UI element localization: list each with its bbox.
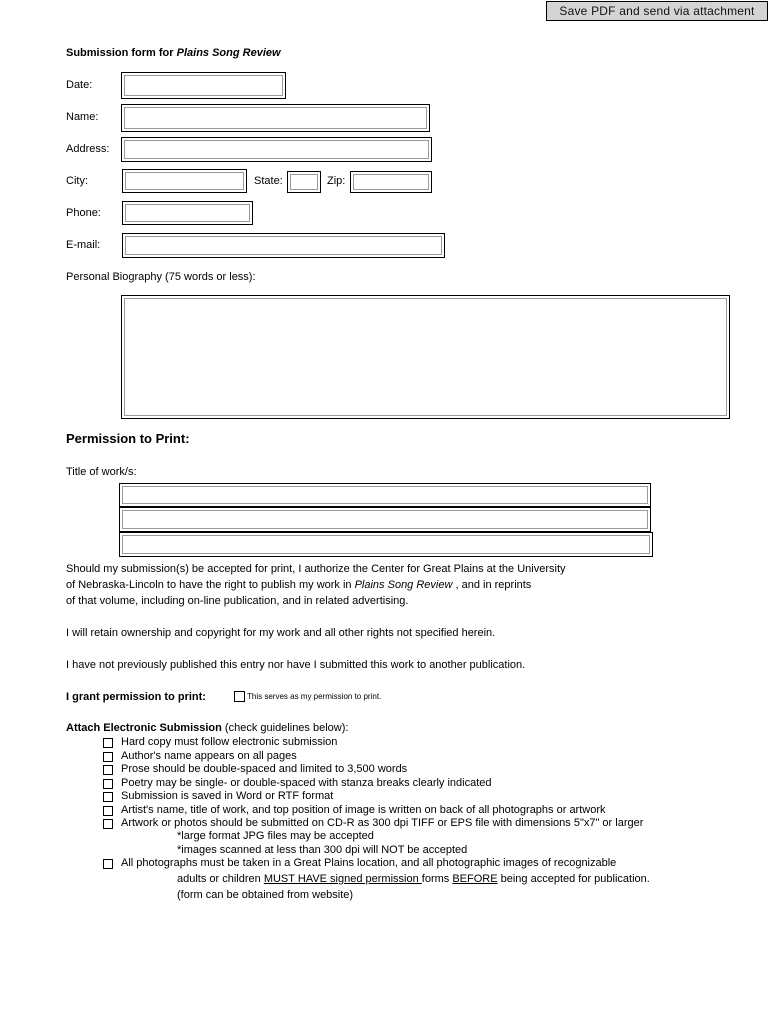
- checklist-checkbox-8[interactable]: [103, 859, 113, 869]
- grant-permission-label: I grant permission to print:: [66, 691, 206, 703]
- checklist-item-4: Poetry may be single- or double-spaced with stanza breaks clearly indicated: [121, 777, 492, 789]
- form-title-publication: Plains Song Review: [176, 47, 281, 59]
- state-label: State:: [254, 175, 283, 187]
- title-of-work-field-1[interactable]: [119, 483, 651, 507]
- checklist-item-1: Hard copy must follow electronic submission: [121, 736, 338, 748]
- checklist-checkbox-5[interactable]: [103, 792, 113, 802]
- save-pdf-button[interactable]: Save PDF and send via attachment: [546, 1, 768, 21]
- address-label: Address:: [66, 143, 110, 155]
- checklist-item-3: Prose should be double-spaced and limited to 3,500 words: [121, 763, 408, 775]
- phone-field[interactable]: [122, 201, 253, 225]
- checklist-item-8-line-1: All photographs must be taken in a Great Plains location, and all photographic images of recognizable: [121, 857, 617, 869]
- checklist-checkbox-3[interactable]: [103, 765, 113, 775]
- authorize-line-2-publication: Plains Song Review: [354, 579, 453, 591]
- bio-label: Personal Biography (75 words or less):: [66, 271, 256, 283]
- zip-label: Zip:: [327, 175, 346, 187]
- form-title: [66, 46, 281, 60]
- title-of-work-field-2[interactable]: [119, 507, 651, 532]
- authorize-line-3: of that volume, including on-line publication, and in related advertising.: [66, 595, 409, 607]
- checklist-subitem-2: *images scanned at less than 300 dpi will NOT be accepted: [177, 844, 468, 856]
- authorize-line-2-end: , and in reprints: [452, 579, 532, 591]
- checklist-checkbox-6[interactable]: [103, 806, 113, 816]
- checklist-checkbox-1[interactable]: [103, 738, 113, 748]
- state-field[interactable]: [287, 171, 321, 193]
- checklist-subitem-1: *large format JPG files may be accepted: [177, 830, 374, 842]
- checklist-item-8-line-2-underline-1: MUST HAVE signed permission: [263, 873, 422, 885]
- authorize-line-2-text: of Nebraska-Lincoln to have the right to publish my work in: [66, 579, 355, 591]
- checklist-item-8-line-2-underline-2: BEFORE: [452, 873, 498, 885]
- attach-heading: [66, 721, 348, 735]
- email-field[interactable]: [122, 233, 445, 258]
- checklist-checkbox-4[interactable]: [103, 779, 113, 789]
- grant-permission-checkbox-text: This serves as my permission to print.: [247, 692, 382, 701]
- checklist-checkbox-2[interactable]: [103, 752, 113, 762]
- checklist-item-5: Submission is saved in Word or RTF format: [121, 790, 334, 802]
- city-field[interactable]: [122, 169, 247, 193]
- bio-textarea[interactable]: [121, 295, 730, 419]
- ownership-text: I will retain ownership and copyright for my work and all other rights not specified herein.: [66, 627, 496, 639]
- checklist-item-6: Artist's name, title of work, and top position of image is written on back of all photographs or artwork: [121, 804, 606, 816]
- attach-heading-bold: Attach Electronic Submission: [66, 722, 222, 734]
- email-label: E-mail:: [66, 239, 101, 251]
- authorize-line-2: [66, 577, 531, 594]
- checklist-item-2: Author's name appears on all pages: [121, 750, 297, 762]
- form-title-prefix: Submission form for: [66, 47, 177, 59]
- attach-heading-rest: (check guidelines below):: [221, 722, 349, 734]
- checklist-checkbox-7[interactable]: [103, 819, 113, 829]
- name-label: Name:: [66, 111, 99, 123]
- checklist-item-8-line-2-c: being accepted for publication.: [497, 873, 650, 885]
- title-of-work-field-3[interactable]: [119, 532, 653, 557]
- grant-permission-checkbox[interactable]: [234, 691, 245, 702]
- checklist-item-8-line-2-b: forms: [421, 873, 453, 885]
- authorize-line-1: Should my submission(s) be accepted for print, I authorize the Center for Great Plains at the University: [66, 563, 566, 575]
- checklist-item-8-line-3: (form can be obtained from website): [177, 889, 354, 901]
- not-published-text: I have not previously published this entry nor have I submitted this work to another publication.: [66, 659, 526, 671]
- checklist-item-8-line-2: [177, 872, 650, 886]
- date-label: Date:: [66, 79, 93, 91]
- checklist-item-8-line-2-a: adults or children: [177, 873, 264, 885]
- checklist-item-7: Artwork or photos should be submitted on CD-R as 300 dpi TIFF or EPS file with dimensions 5"x7" or larger: [121, 817, 644, 829]
- title-of-work-label: Title of work/s:: [66, 466, 137, 478]
- permission-heading: Permission to Print:: [66, 431, 190, 446]
- address-field[interactable]: [121, 137, 432, 162]
- date-field[interactable]: [121, 72, 286, 99]
- zip-field[interactable]: [350, 171, 432, 193]
- phone-label: Phone:: [66, 207, 101, 219]
- city-label: City:: [66, 175, 88, 187]
- name-field[interactable]: [121, 104, 430, 132]
